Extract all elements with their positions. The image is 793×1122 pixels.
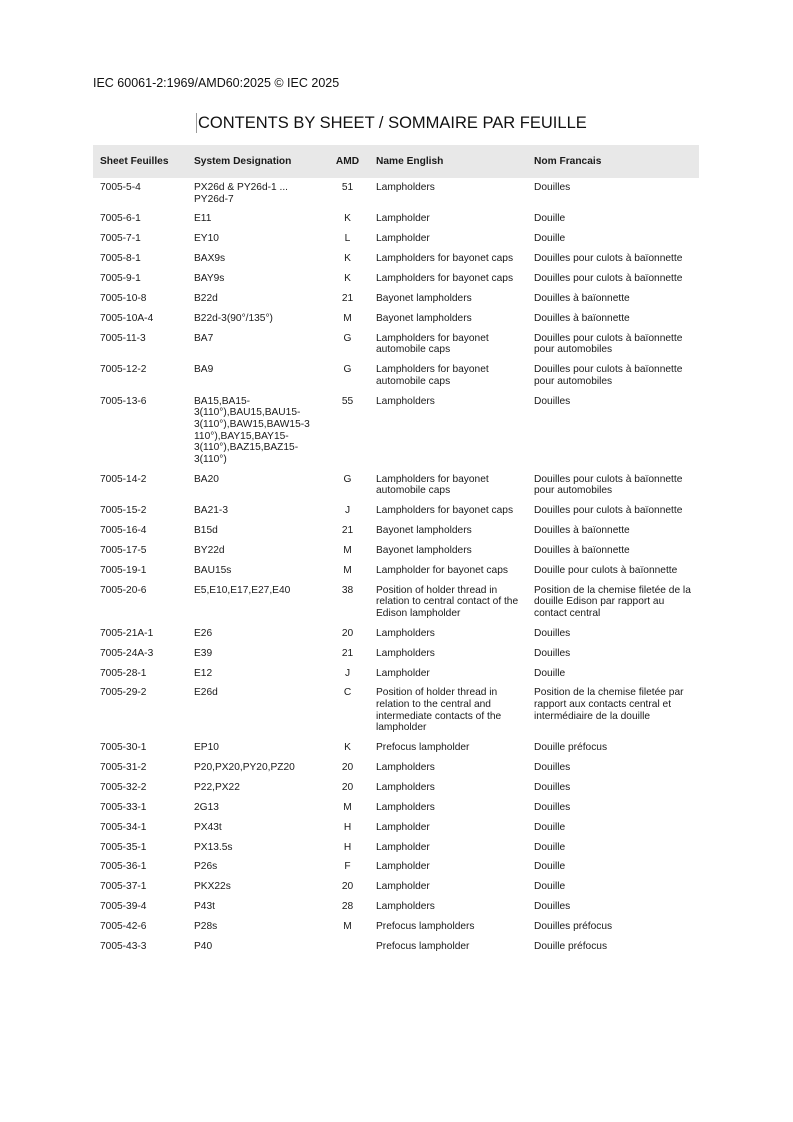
table-header-row (93, 145, 699, 178)
cell-name-english: Lampholder (376, 667, 430, 679)
cell-designation: B22d-3(90°/135°) (194, 312, 273, 324)
table-row (93, 897, 699, 917)
cell-sheet: 7005-10-8 (100, 293, 147, 305)
cell-amd: K (344, 213, 351, 225)
cell-sheet: 7005-11-3 (100, 332, 146, 344)
cell-designation: BAU15s (194, 564, 232, 576)
cell-name-english: Bayonet lampholders (376, 312, 472, 324)
cell-nom-francais: Douilles pour culots à baïonnette (534, 253, 683, 265)
table-row (93, 664, 699, 684)
cell-sheet: 7005-15-2 (100, 505, 147, 517)
cell-nom-francais: Douille (534, 233, 566, 245)
contents-table (93, 145, 699, 957)
column-header-sheet: Sheet Feuilles (93, 145, 187, 178)
cell-designation: P40 (194, 941, 213, 953)
cell-name-english: Position of holder thread in relation to central contact of the Edison lampholder (376, 584, 519, 619)
table-row (93, 178, 699, 209)
table-row (93, 917, 699, 937)
cell-name-english: Lampholder (376, 821, 430, 833)
cell-amd: J (344, 667, 351, 679)
cell-name-english: Prefocus lampholders (376, 921, 475, 933)
table-row (93, 581, 699, 624)
cell-designation: E26 (194, 627, 213, 639)
cell-name-english: Position of holder thread in relation to the central and intermediate contacts of the lampholder (376, 687, 502, 734)
table-row (93, 309, 699, 329)
table-row (93, 249, 699, 269)
cell-nom-francais: Douilles pour culots à baïonnette (534, 273, 683, 285)
cell-nom-francais: Douilles préfocus (534, 921, 613, 933)
cell-amd: G (343, 332, 352, 344)
cell-designation: P43t (194, 901, 215, 913)
table-row (93, 857, 699, 877)
cell-amd: 28 (341, 901, 354, 913)
cell-nom-francais: Douilles à baïonnette (534, 525, 630, 537)
cell-amd: F (344, 861, 351, 873)
cell-sheet: 7005-36-1 (100, 861, 147, 873)
cell-nom-francais: Douilles à baïonnette (534, 293, 630, 305)
cell-designation: B15d (194, 525, 218, 537)
cell-sheet: 7005-8-1 (100, 253, 141, 265)
cell-nom-francais: Douille (534, 821, 566, 833)
cell-amd: H (343, 821, 352, 833)
table-row (93, 229, 699, 249)
cell-sheet: 7005-20-6 (100, 584, 147, 596)
cell-nom-francais: Douille (534, 213, 566, 225)
cell-amd: J (344, 505, 351, 517)
table-row (93, 838, 699, 858)
cell-sheet: 7005-16-4 (100, 525, 147, 537)
table-row (93, 209, 699, 229)
table-row (93, 392, 699, 470)
cell-amd (326, 937, 369, 957)
cell-amd: M (343, 312, 352, 324)
table-row (93, 624, 699, 644)
cell-nom-francais: Douilles (534, 647, 571, 659)
cell-nom-francais: Douille (534, 667, 566, 679)
cell-name-english: Lampholder (376, 881, 430, 893)
cell-amd: 20 (341, 881, 354, 893)
cell-nom-francais: Douille pour culots à baïonnette (534, 564, 678, 576)
cell-amd: 51 (341, 182, 354, 193)
cell-amd: 20 (341, 762, 354, 774)
cell-name-english: Bayonet lampholders (376, 293, 472, 305)
cell-name-english: Lampholder for bayonet caps (376, 564, 508, 576)
table-row (93, 644, 699, 664)
cell-sheet: 7005-5-4 (100, 182, 141, 193)
cell-amd: 20 (341, 781, 354, 793)
cell-nom-francais: Douilles (534, 801, 571, 813)
cell-name-english: Lampholders (376, 781, 435, 793)
table-row (93, 329, 699, 360)
cell-designation: E5,E10,E17,E27,E40 (194, 584, 291, 596)
cell-nom-francais: Position de la chemise filetée de la douille Edison par rapport au contact central (534, 584, 691, 619)
cell-designation: E39 (194, 647, 213, 659)
cell-sheet: 7005-6-1 (100, 213, 141, 225)
cell-designation: BA20 (194, 473, 219, 485)
cell-name-english: Bayonet lampholders (376, 525, 472, 537)
cell-sheet: 7005-13-6 (100, 395, 147, 407)
cell-nom-francais: Douille préfocus (534, 941, 608, 953)
cell-name-english: Lampholders for bayonet caps (376, 273, 514, 285)
cell-amd: H (343, 841, 352, 853)
cell-amd: M (343, 544, 352, 556)
cell-designation: P28s (194, 921, 218, 933)
cell-nom-francais: Douilles à baïonnette (534, 544, 630, 556)
cell-sheet: 7005-12-2 (100, 364, 147, 376)
table-row (93, 877, 699, 897)
cell-designation: P20,PX20,PY20,PZ20 (194, 762, 295, 774)
table-row (93, 798, 699, 818)
table-row (93, 541, 699, 561)
cell-sheet: 7005-35-1 (100, 841, 147, 853)
cell-amd: M (343, 921, 352, 933)
cell-sheet: 7005-32-2 (100, 781, 147, 793)
cell-name-english: Lampholders (376, 801, 435, 813)
cell-name-english: Bayonet lampholders (376, 544, 472, 556)
cell-amd: L (344, 233, 351, 245)
cell-name-english: Prefocus lampholder (376, 941, 470, 953)
column-header-designation: System Designation (187, 145, 326, 178)
cell-nom-francais: Position de la chemise filetée par rapport aux contacts central et intermédiaire de la douille (534, 687, 684, 722)
cell-designation: EY10 (194, 233, 219, 245)
cell-sheet: 7005-31-2 (100, 762, 147, 774)
table-row (93, 778, 699, 798)
cell-name-english: Lampholders (376, 395, 435, 407)
cell-amd: 21 (341, 525, 354, 537)
cell-amd: M (343, 801, 352, 813)
cell-name-english: Lampholders for bayonet automobile caps (376, 364, 489, 387)
cell-name-english: Lampholders (376, 901, 435, 913)
cell-amd: 20 (341, 627, 354, 639)
cell-designation: BY22d (194, 544, 225, 556)
table-row (93, 521, 699, 541)
cell-sheet: 7005-9-1 (100, 273, 141, 285)
cell-amd: G (343, 473, 352, 485)
table-row (93, 289, 699, 309)
table-row (93, 818, 699, 838)
cell-name-english: Lampholders (376, 647, 435, 659)
cell-nom-francais: Douilles pour culots à baïonnette (534, 505, 683, 517)
cell-designation: E26d (194, 687, 218, 699)
cell-amd: 55 (341, 395, 354, 407)
cell-designation: E12 (194, 667, 213, 679)
cell-name-english: Lampholders for bayonet automobile caps (376, 332, 489, 356)
cell-nom-francais: Douilles (534, 395, 571, 407)
table-row (93, 501, 699, 521)
cell-nom-francais: Douilles (534, 182, 571, 193)
cell-nom-francais: Douilles pour culots à baïonnette pour automobiles (534, 473, 683, 497)
table-row (93, 758, 699, 778)
cell-nom-francais: Douilles (534, 781, 571, 793)
cell-amd: C (343, 687, 352, 699)
cell-sheet: 7005-19-1 (100, 564, 147, 576)
column-header-nom-francais: Nom Francais (527, 145, 699, 178)
cell-name-english: Lampholders (376, 627, 435, 639)
cell-sheet: 7005-43-3 (100, 941, 147, 953)
cell-designation: 2G13 (194, 801, 219, 813)
cell-name-english: Lampholders for bayonet automobile caps (376, 473, 489, 497)
table-row (93, 269, 699, 289)
cell-amd: K (344, 253, 351, 265)
table-row (93, 738, 699, 758)
cell-designation: BA9 (194, 364, 214, 376)
cell-sheet: 7005-37-1 (100, 881, 147, 893)
cell-name-english: Lampholder (376, 213, 430, 225)
cell-designation: BA7 (194, 332, 214, 344)
cell-name-english: Lampholder (376, 841, 430, 853)
table-row (93, 683, 699, 738)
cell-designation: P26s (194, 861, 218, 873)
cell-amd: K (344, 742, 351, 754)
column-header-name-english: Name English (369, 145, 527, 178)
table-row (93, 470, 699, 501)
table-row (93, 561, 699, 581)
cell-nom-francais: Douilles (534, 762, 571, 774)
cell-nom-francais: Douilles à baïonnette (534, 312, 630, 324)
cell-amd: K (344, 273, 351, 285)
cell-designation: P22,PX22 (194, 781, 240, 793)
cell-amd: G (343, 364, 352, 376)
document-reference: IEC 60061-2:1969/AMD60:2025 © IEC 2025 (93, 76, 340, 90)
cell-sheet: 7005-34-1 (100, 821, 147, 833)
cell-designation: PX43t (194, 821, 222, 833)
cell-designation: BA15,BA15-3(110°),BAU15,BAU15-3(110°),BAW15,BAW15-3 110°),BAY15,BAY15-3(110°),BAZ15,BAZ15-3(110°) (194, 395, 310, 465)
cell-designation: E11 (194, 213, 212, 225)
cell-sheet: 7005-39-4 (100, 901, 147, 913)
cell-designation: BAX9s (194, 253, 226, 265)
cell-sheet: 7005-10A-4 (100, 312, 154, 324)
cell-nom-francais: Douilles (534, 627, 571, 639)
cell-amd: 21 (341, 293, 354, 305)
cell-name-english: Lampholder (376, 233, 430, 245)
cell-nom-francais: Douilles pour culots à baïonnette pour automobiles (534, 332, 683, 356)
cell-nom-francais: Douille (534, 861, 566, 873)
table-row (93, 937, 699, 957)
cell-sheet: 7005-14-2 (100, 473, 147, 485)
cell-designation: PKX22s (194, 881, 231, 893)
cell-nom-francais: Douilles (534, 901, 571, 913)
cell-designation: B22d (194, 293, 218, 305)
cell-name-english: Lampholder (376, 861, 430, 873)
cell-sheet: 7005-24A-3 (100, 647, 154, 659)
cell-sheet: 7005-21A-1 (100, 627, 154, 639)
cell-designation: PX26d & PY26d-1 ... PY26d-7 (194, 182, 289, 205)
cell-amd: 21 (341, 647, 354, 659)
cell-nom-francais: Douilles pour culots à baïonnette pour automobiles (534, 364, 683, 387)
cell-designation: PX13.5s (194, 841, 233, 853)
cell-name-english: Lampholders for bayonet caps (376, 253, 514, 265)
cell-designation: BAY9s (194, 273, 225, 285)
cell-name-english: Lampholders (376, 182, 435, 193)
cell-name-english: Lampholders (376, 762, 435, 774)
cell-amd: M (343, 564, 352, 576)
cell-nom-francais: Douille (534, 881, 566, 893)
page-title: CONTENTS BY SHEET / SOMMAIRE PAR FEUILLE (198, 114, 587, 132)
cell-sheet: 7005-28-1 (100, 667, 147, 679)
cell-nom-francais: Douille (534, 841, 566, 853)
cell-designation: BA21-3 (194, 505, 228, 517)
cell-sheet: 7005-17-5 (100, 544, 147, 556)
cell-sheet: 7005-42-6 (100, 921, 147, 933)
cell-sheet: 7005-7-1 (100, 233, 141, 245)
cell-nom-francais: Douille préfocus (534, 742, 608, 754)
cell-sheet: 7005-33-1 (100, 801, 147, 813)
cell-sheet: 7005-29-2 (100, 687, 147, 699)
cell-designation: EP10 (194, 742, 219, 754)
column-header-amd: AMD (326, 145, 369, 178)
table-row (93, 360, 699, 391)
cell-amd: 38 (341, 584, 354, 596)
cell-name-english: Prefocus lampholder (376, 742, 470, 754)
cell-sheet: 7005-30-1 (100, 742, 147, 754)
cell-name-english: Lampholders for bayonet caps (376, 505, 514, 517)
